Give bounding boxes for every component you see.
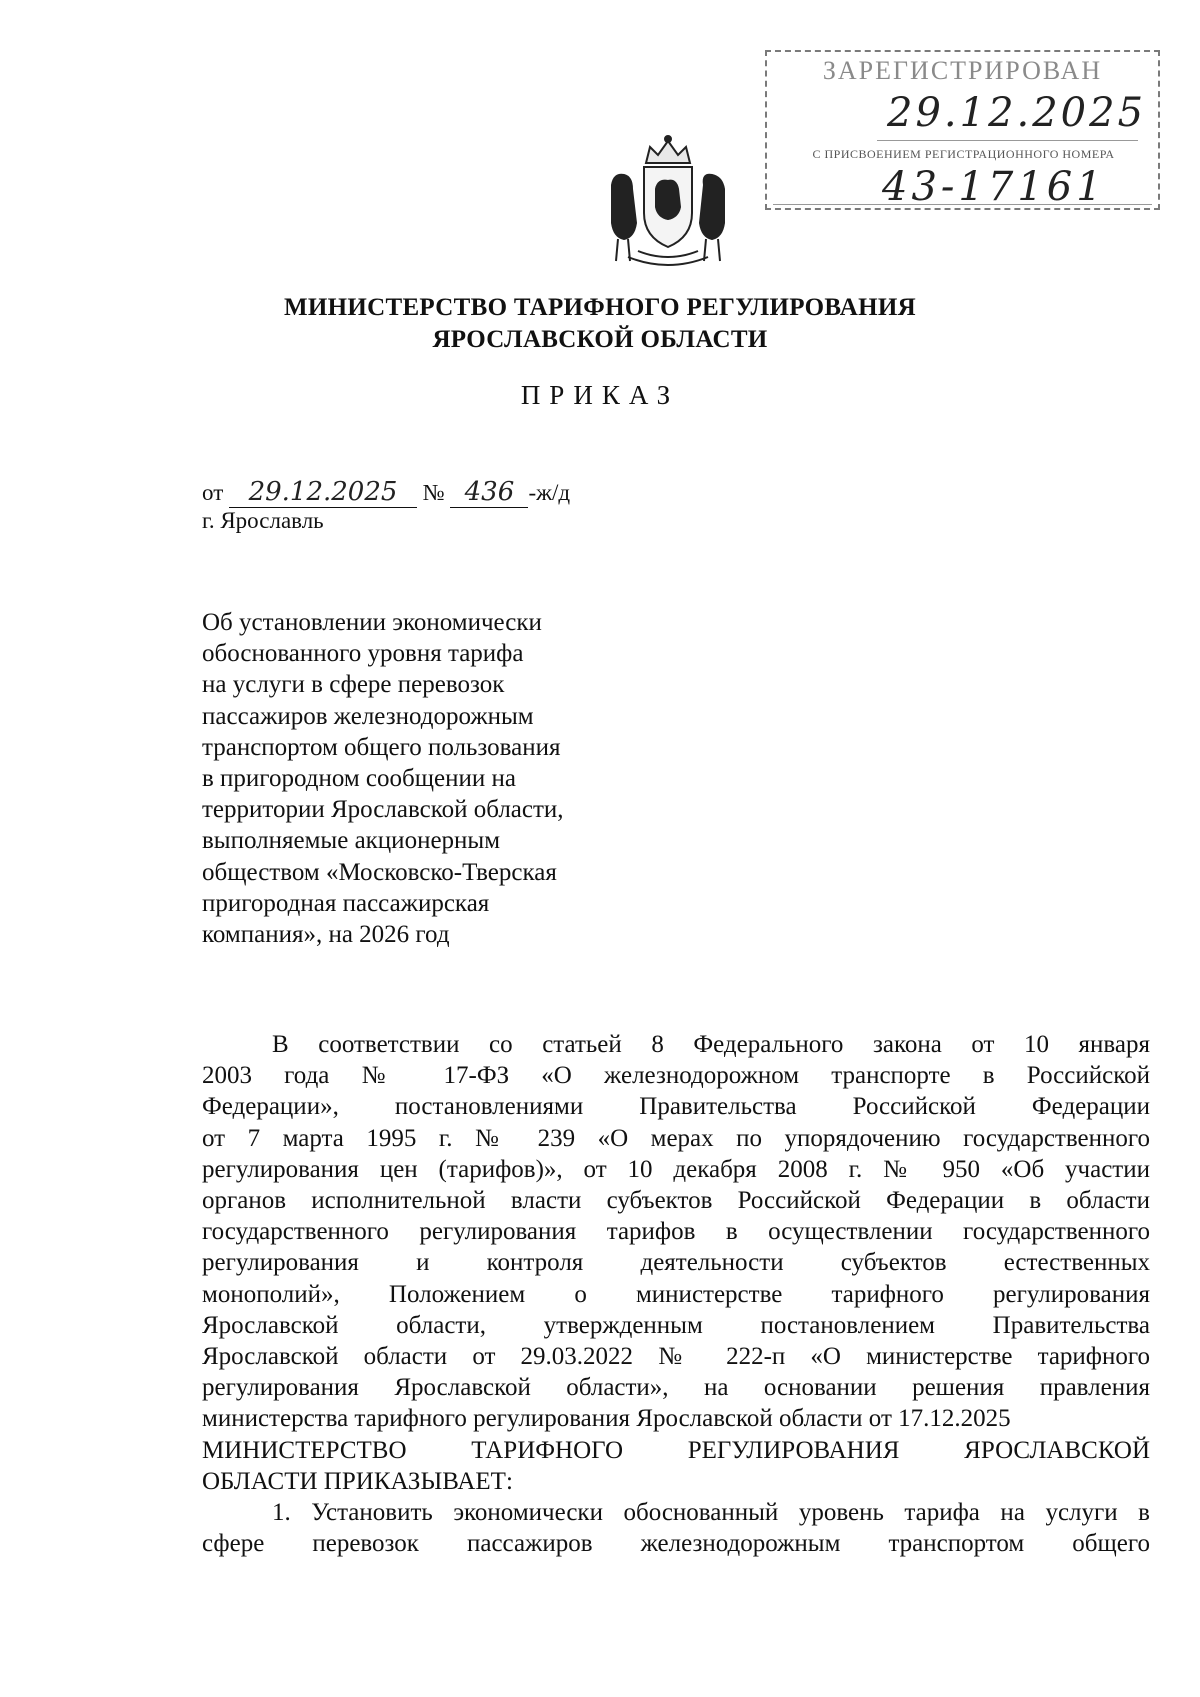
from-label: от: [202, 480, 224, 505]
coat-of-arms-icon: [598, 133, 738, 273]
body-line: Федерации», постановлениями Правительства Российской Федерации: [202, 1093, 1150, 1121]
subject-line: обоснованного уровня тарифа: [202, 640, 524, 668]
body-line: 2003 года № 17-ФЗ «О железнодорожном транспорте в Российской: [202, 1062, 1150, 1090]
body-line: монополий», Положением о министерстве тарифного регулирования: [202, 1280, 1150, 1308]
body-line: от 7 марта 1995 г. № 239 «О мерах по упорядочению государственного: [202, 1124, 1150, 1152]
number-label: №: [422, 480, 445, 505]
subject-line: территории Ярославской области,: [202, 796, 564, 824]
subject-line: обществом «Московско-Тверская: [202, 858, 557, 886]
body-line: сфере перевозок пассажиров железнодорожным транспортом общего: [202, 1530, 1150, 1558]
subject-line: пассажиров железнодорожным: [202, 702, 534, 730]
body-line-resolution: ОБЛАСТИ ПРИКАЗЫВАЕТ:: [202, 1467, 513, 1495]
subject-line: в пригородном сообщении на: [202, 765, 516, 793]
ministry-name-line2: ЯРОСЛАВСКОЙ ОБЛАСТИ: [432, 326, 768, 353]
ministry-name-line1: МИНИСТЕРСТВО ТАРИФНОГО РЕГУЛИРОВАНИЯ: [283, 294, 916, 321]
subject-line: на услуги в сфере перевозок: [202, 671, 505, 699]
body-line: органов исполнительной власти субъектов Российской Федерации в области: [202, 1187, 1150, 1215]
order-subject: [202, 607, 622, 950]
body-line: государственного регулирования тарифов в осуществлении государственного: [202, 1218, 1150, 1246]
ministry-name: [0, 292, 1200, 356]
body-line: регулирования и контроля деятельности субъектов естественных: [202, 1249, 1150, 1277]
stamp-number: 43-17161: [882, 164, 1106, 210]
body-line-resolution: МИНИСТЕРСТВО ТАРИФНОГО РЕГУЛИРОВАНИЯ ЯРОСЛАВСКОЙ: [202, 1436, 1150, 1464]
subject-line: Об установлении экономически: [202, 609, 542, 636]
stamp-title: ЗАРЕГИСТРИРОВАН: [822, 56, 1103, 85]
subject-line: компания», на 2026 год: [202, 921, 450, 949]
registration-stamp: [765, 50, 1160, 210]
body-line: министерства тарифного регулирования Ярославской области от 17.12.2025: [202, 1405, 1011, 1433]
body-line: Ярославской области, утвержденным постановлением Правительства: [202, 1311, 1150, 1339]
stamp-date: 29.12.2025: [887, 90, 1147, 136]
body-line: Ярославской области от 29.03.2022 № 222-п «О министерстве тарифного: [202, 1343, 1150, 1371]
order-details: [202, 477, 570, 508]
document-type: ПРИКАЗ: [520, 380, 680, 410]
body-line: В соответствии со статьей 8 Федерального закона от 10 января: [272, 1031, 1150, 1058]
city: г. Ярославль: [202, 508, 324, 533]
subject-line: выполняемые акционерным: [202, 827, 501, 855]
order-body: [202, 1029, 1150, 1559]
stamp-subtitle: С ПРИСВОЕНИЕМ РЕГИСТРАЦИОННОГО НОМЕРА: [812, 147, 1115, 161]
body-line-item-1: 1. Установить экономически обоснованный уровень тарифа на услуги в: [272, 1499, 1150, 1527]
subject-line: транспортом общего пользования: [202, 733, 561, 761]
subject-line: пригородная пассажирская: [202, 889, 490, 917]
order-date: 29.12.2025: [229, 477, 417, 508]
order-suffix: -ж/д: [528, 480, 571, 505]
order-number: 436: [450, 477, 528, 508]
stamp-divider-bottom: [773, 204, 1152, 205]
body-line: регулирования Ярославской области», на основании решения правления: [202, 1374, 1150, 1402]
stamp-divider: [877, 140, 1138, 141]
body-line: регулирования цен (тарифов)», от 10 декабря 2008 г. № 950 «Об участии: [202, 1155, 1150, 1183]
